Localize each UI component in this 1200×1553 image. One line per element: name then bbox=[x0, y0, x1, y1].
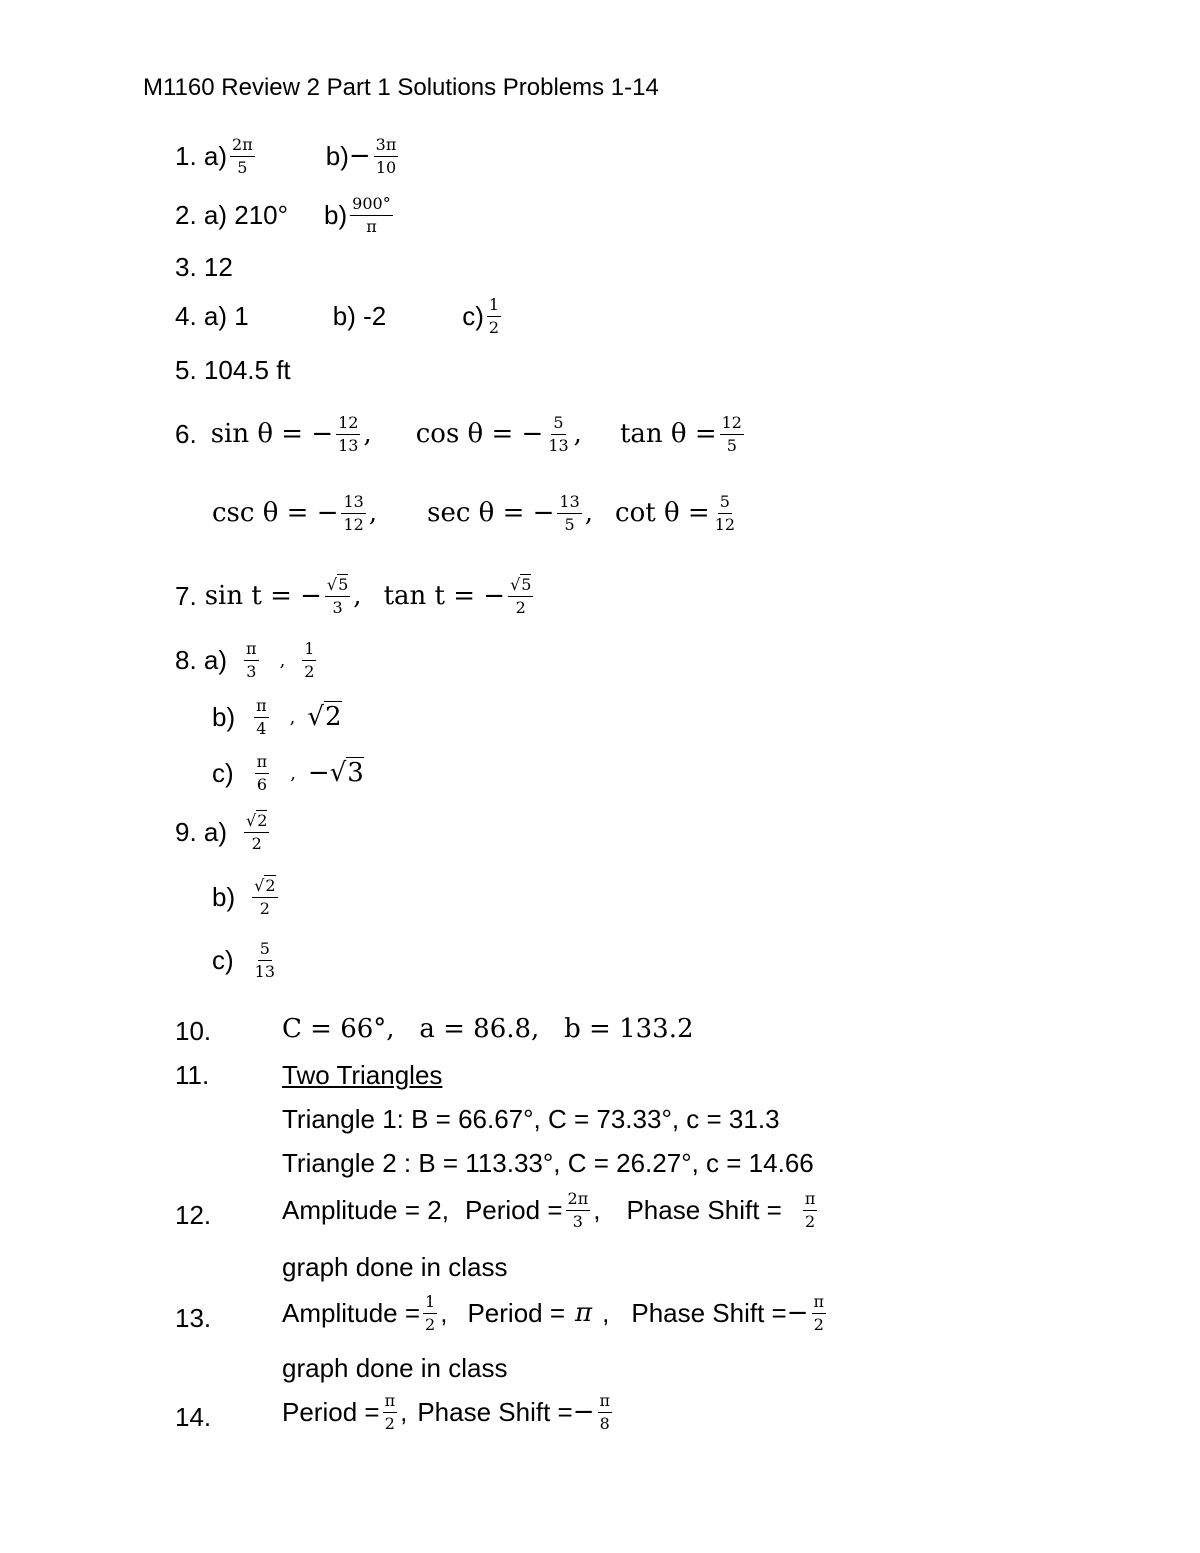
part-b-answer: b) -2 bbox=[332, 300, 387, 331]
triangle-1: Triangle 1: B = 66.67°, C = 73.33°, c = 31.3 bbox=[282, 1104, 780, 1134]
fraction: $\frac{√2}{2}$ bbox=[246, 811, 268, 853]
answer: 104.5 ft bbox=[203, 355, 291, 385]
sec-lhs: sec θ = − bbox=[427, 498, 555, 529]
answer: 12 bbox=[203, 252, 233, 282]
sqrt-value: √2 bbox=[307, 702, 342, 733]
csc-lhs: csc θ = − bbox=[212, 498, 339, 529]
fraction: $\frac{\pi}{4}$ bbox=[256, 696, 267, 738]
part-a-label: a) bbox=[203, 816, 228, 847]
graph-note: graph done in class bbox=[282, 1252, 508, 1282]
part-b-label: b) bbox=[324, 199, 348, 230]
part-c-label: c) bbox=[212, 944, 234, 975]
period-label: Period = bbox=[282, 1396, 380, 1427]
cos-lhs: cos θ = − bbox=[415, 419, 544, 450]
problem-6-row-1: 6. sin θ = − $\frac{12}{13}$ , cos θ = − $\frac{5}{13}$ , tan θ = $\frac{12}{5}$ bbox=[175, 413, 742, 455]
fraction: $\frac{1}{2}$ bbox=[304, 639, 315, 681]
phase-shift-label: Phase Shift = bbox=[626, 1194, 782, 1225]
fraction: $\frac{\pi}{2}$ bbox=[384, 1391, 396, 1433]
problem-3 bbox=[175, 252, 233, 283]
problem-13: Amplitude = $\frac{1}{2}$ , Period = π , Phase Shift = − $\frac{\pi}{2}$ bbox=[282, 1292, 825, 1334]
sin-lhs: sin t = − bbox=[204, 581, 322, 612]
problem-2 bbox=[175, 195, 396, 235]
fraction: $\frac{12}{13}$ bbox=[338, 413, 359, 455]
fraction: $\frac{\pi}{3}$ bbox=[246, 639, 257, 681]
sqrt-value: −√3 bbox=[307, 758, 364, 789]
problem-8-a: 8. a) $\frac{\pi}{3}$ , $\frac{1}{2}$ bbox=[175, 639, 315, 681]
tan-lhs: tan t = − bbox=[383, 581, 506, 612]
fraction: $\frac{1}{2}$ bbox=[488, 295, 500, 337]
problem-6-row-2: csc θ = − $\frac{13}{12}$ , sec θ = − $\frac{13}{5}$ , cot θ = $\frac{5}{12}$ bbox=[212, 492, 736, 534]
fraction: $\frac{900^\circ}{\pi}$ bbox=[352, 194, 391, 236]
problem-number: 9. bbox=[175, 816, 197, 847]
problem-number: 11. bbox=[175, 1060, 210, 1090]
problem-4 bbox=[175, 296, 504, 336]
part-a-answer: a) 210° bbox=[203, 199, 289, 230]
triangle-2: Triangle 2 : B = 113.33°, C = 26.27°, c = 14.66 bbox=[282, 1148, 814, 1178]
phase-shift-label: Phase Shift = bbox=[631, 1297, 787, 1328]
problem-number: 3. bbox=[175, 252, 197, 282]
part-c-label: c) bbox=[462, 300, 484, 331]
problem-5 bbox=[175, 355, 291, 386]
part-b-label: b) bbox=[212, 881, 236, 912]
fraction: $\frac{\pi}{6}$ bbox=[256, 752, 268, 794]
problem-number: 12. bbox=[175, 1200, 212, 1230]
problem-8-b: b) $\frac{\pi}{4}$ , √2 bbox=[212, 696, 342, 738]
problem-9-a bbox=[175, 812, 272, 852]
problem-number: 7. bbox=[175, 580, 197, 611]
fraction: $\frac{√2}{2}$ bbox=[254, 876, 276, 918]
fraction: $\frac{\pi}{2}$ bbox=[813, 1292, 825, 1334]
period-label: Period = bbox=[467, 1297, 566, 1328]
problem-number: 1. bbox=[175, 140, 197, 171]
problem-8-c: c) $\frac{\pi}{6}$ , −√3 bbox=[212, 752, 364, 794]
page-title: M1160 Review 2 Part 1 Solutions Problems 1-14 bbox=[143, 74, 659, 101]
part-c-label: c) bbox=[212, 757, 234, 788]
fraction: $\frac{2\pi}{5}$ bbox=[232, 135, 253, 177]
fraction: $\frac{√5}{2}$ bbox=[510, 575, 532, 617]
problem-12: Amplitude = 2, Period = $\frac{2\pi}{3}$ , Phase Shift = $\frac{\pi}{2}$ bbox=[282, 1189, 816, 1231]
amplitude: Amplitude = 2, bbox=[282, 1194, 449, 1225]
problem-number: 4. bbox=[175, 300, 197, 331]
answer: C = 66°, a = 86.8, b = 133.2 bbox=[282, 1014, 694, 1044]
fraction: $\frac{3\pi}{10}$ bbox=[375, 135, 397, 177]
part-a-answer: a) 1 bbox=[203, 300, 249, 331]
problem-number: 14. bbox=[175, 1402, 212, 1432]
fraction: $\frac{5}{12}$ bbox=[714, 492, 736, 534]
fraction: $\frac{\pi}{8}$ bbox=[599, 1391, 611, 1433]
problem-number: 6. bbox=[175, 418, 197, 449]
fraction: $\frac{1}{2}$ bbox=[425, 1292, 436, 1334]
problem-14: Period = $\frac{\pi}{2}$ , Phase Shift = − $\frac{\pi}{8}$ bbox=[282, 1391, 611, 1433]
fraction: $\frac{\pi}{2}$ bbox=[804, 1189, 816, 1231]
two-triangles-heading: Two Triangles bbox=[282, 1060, 443, 1090]
fraction: $\frac{13}{12}$ bbox=[343, 492, 364, 534]
fraction: $\frac{2\pi}{3}$ bbox=[567, 1189, 589, 1231]
problem-7: 7. sin t = − $\frac{√5}{3}$ , tan t = − $\frac{√5}{2}$ bbox=[175, 575, 532, 617]
fraction: $\frac{5}{13}$ bbox=[548, 413, 569, 455]
sin-lhs: sin θ = − bbox=[210, 419, 334, 450]
problem-9-c bbox=[212, 940, 280, 980]
cot-lhs: cot θ = bbox=[615, 498, 710, 529]
problem-1: 1. a) $\frac{2\pi}{5}$ b) − $\frac{3\pi}{10}$ bbox=[175, 135, 397, 177]
part-b-label: b) bbox=[325, 140, 349, 171]
phase-shift-label: Phase Shift = bbox=[417, 1396, 573, 1427]
fraction: $\frac{12}{5}$ bbox=[721, 413, 742, 455]
part-b-label: b) bbox=[212, 701, 236, 732]
problem-number: 13. bbox=[175, 1303, 212, 1333]
period-value: π bbox=[575, 1298, 593, 1329]
problem-9-b bbox=[212, 877, 281, 917]
amplitude-label: Amplitude = bbox=[282, 1297, 421, 1328]
part-a-label: a) bbox=[203, 140, 228, 171]
part-a-label: a) bbox=[203, 644, 228, 675]
fraction: $\frac{5}{13}$ bbox=[254, 939, 276, 981]
fraction: $\frac{13}{5}$ bbox=[559, 492, 580, 534]
problem-number: 5. bbox=[175, 355, 197, 385]
tan-lhs: tan θ = bbox=[619, 419, 717, 450]
graph-note: graph done in class bbox=[282, 1353, 508, 1383]
problem-number: 10. bbox=[175, 1016, 212, 1046]
problem-number: 2. bbox=[175, 199, 197, 230]
period-label: Period = bbox=[464, 1194, 563, 1225]
fraction: $\frac{√5}{3}$ bbox=[326, 575, 349, 617]
problem-number: 8. bbox=[175, 644, 197, 675]
